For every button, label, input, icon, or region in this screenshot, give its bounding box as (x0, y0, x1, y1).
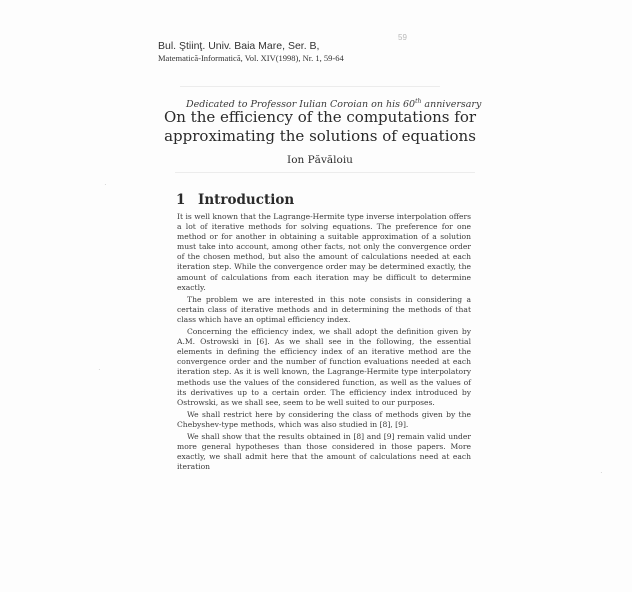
paragraph: We shall restrict here by considering the class of methods given by the Chebyshev-type methods, which was also studied in [8], [9]. (177, 409, 471, 429)
journal-reference: Bul. Ştiinţ. Univ. Baia Mare, Ser. B, (158, 40, 320, 52)
scan-artifact: · (600, 468, 603, 477)
page-number: 59 (398, 33, 407, 42)
dedication-text-end: anniversary (421, 99, 482, 111)
dedication-superscript: th (415, 98, 422, 105)
body-text (177, 212, 471, 474)
scan-artifact (175, 172, 475, 173)
title-line-1: On the efficiency of the computations for (163, 108, 477, 126)
section-heading (176, 192, 294, 208)
title-line-2: approximating the solutions of equations (164, 127, 476, 145)
scan-artifact: · (98, 365, 101, 374)
paragraph: The problem we are interested in this note consists in considering a certain class of iterative methods and in determining the methods of that class which have an optimal efficiency index. (177, 294, 471, 324)
section-number: 1 (176, 192, 186, 208)
scan-artifact: · (104, 180, 107, 189)
author: Ion Păvăloiu (287, 154, 353, 166)
paragraph: It is well known that the Lagrange-Hermite type inverse interpolation offers a lot of iterative methods for solving equations. The preference for one method or for another in obtaining a suitable approximation of a solution must take into account, among other facts, not only the convergence order of the chosen method, but also the amount of calculations needed at each iteration step. While the convergence order may be determined exactly, the amount of calculations from each iteration may be difficult to determine exactly. (177, 212, 471, 292)
paragraph: Concerning the efficiency index, we shall adopt the definition given by A.M. Ostrowski in [6]. As we shall see in the following, the essential elements in defining the efficiency index of an iterative method are the convergence order and the number of function evaluations needed at each iteration step. As it is well known, the Lagrange-Hermite type interpolatory methods use the values of the considered function, as well as the values of its derivatives up to a certain order. The efficiency index introduced by Ostrowski, as we shall see, seem to be well suited to our purposes. (177, 327, 471, 407)
journal-volume: Matematică-Informatică, Vol. XIV(1998), Nr. 1, 59-64 (158, 53, 344, 63)
section-title: Introduction (198, 192, 295, 208)
paper-title (150, 108, 490, 146)
scan-artifact (180, 86, 440, 87)
paragraph: We shall show that the results obtained in [8] and [9] remain valid under more general hypotheses than those considered in those papers. More exactly, we shall admit here that the amount of calculations need at each iteration (177, 431, 471, 472)
dedication-text: Dedicated to Professor Iulian Coroian on his 60 (186, 99, 416, 111)
